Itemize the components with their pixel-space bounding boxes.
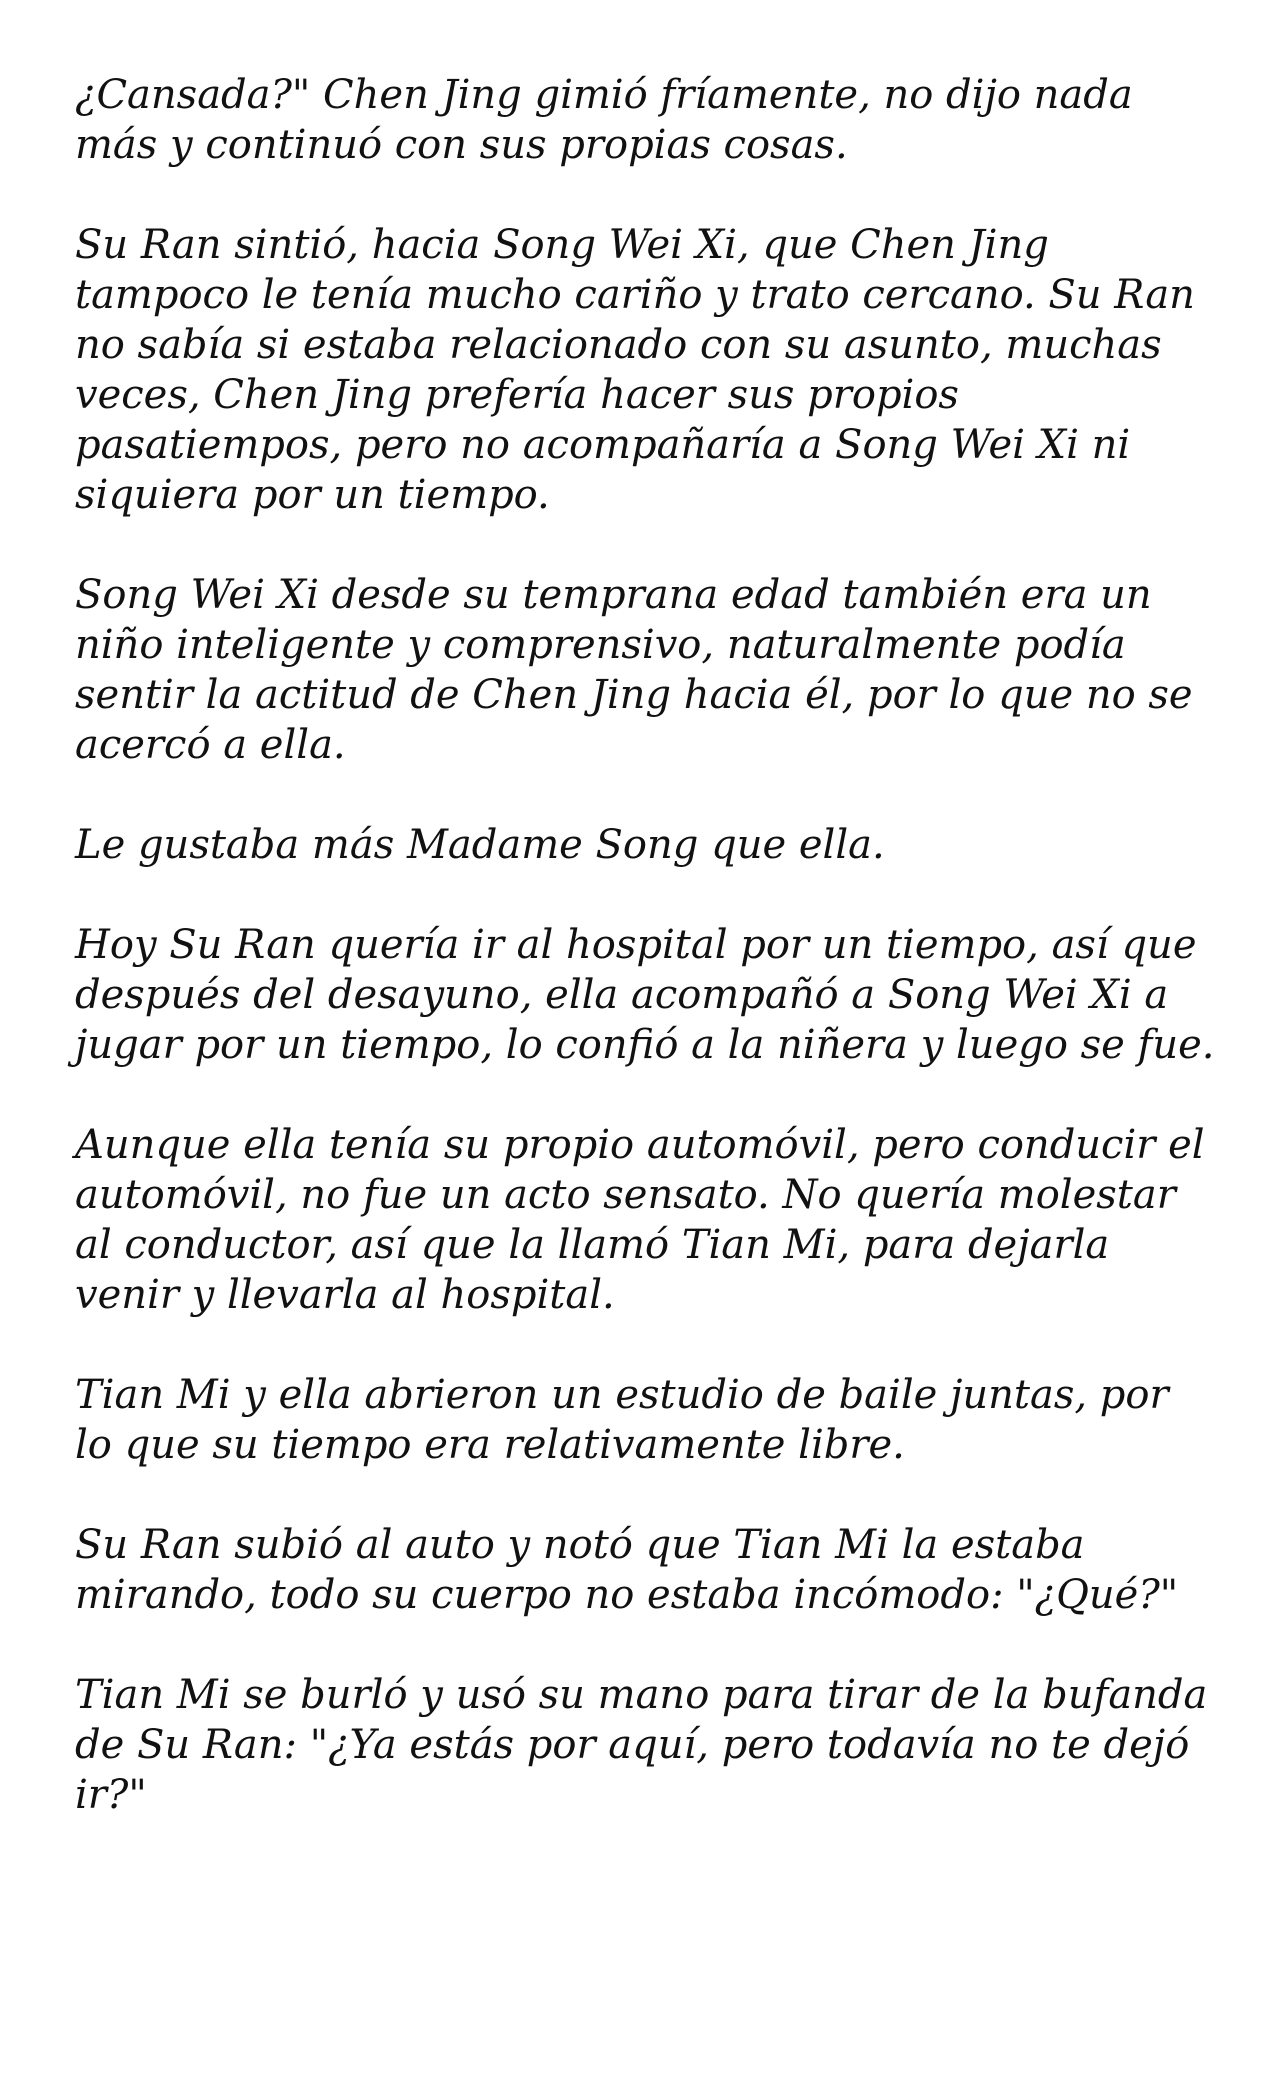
paragraph: Tian Mi y ella abrieron un estudio de baile juntas, por lo que su tiempo era relativamente libre. — [75, 1372, 1169, 1468]
paragraph: Tian Mi se burló y usó su mano para tirar de la bufanda de Su Ran: "¿Ya estás por aquí, pero todavía no te dejó ir?" — [75, 1672, 1208, 1818]
paragraph: ¿Cansada?" Chen Jing gimió fríamente, no dijo nada más y continuó con sus propias cosas. — [75, 72, 1133, 168]
document-page — [75, 70, 1215, 1870]
paragraph: Song Wei Xi desde su temprana edad también era un niño inteligente y comprensivo, naturalmente podía sentir la actitud de Chen Jing hacia él, por lo que no se acercó a ella. — [75, 572, 1193, 768]
paragraph: Aunque ella tenía su propio automóvil, pero conducir el automóvil, no fue un acto sensato. No quería molestar al conductor, así que la llamó Tian Mi, para dejarla venir y llevarla al hospital. — [75, 1122, 1205, 1318]
paragraph: Su Ran sintió, hacia Song Wei Xi, que Chen Jing tampoco le tenía mucho cariño y trato cercano. Su Ran no sabía si estaba relacionado con su asunto, muchas veces, Chen Jing prefería hacer sus propios pasatiempos, pero no acompañaría a Song Wei Xi ni siquiera por un tiempo. — [75, 222, 1195, 518]
paragraph: Le gustaba más Madame Song que ella. — [75, 822, 885, 868]
paragraph: Hoy Su Ran quería ir al hospital por un tiempo, así que después del desayuno, ella acompañó a Song Wei Xi a jugar por un tiempo, lo confió a la niñera y luego se fue. — [75, 922, 1215, 1068]
paragraph: Su Ran subió al auto y notó que Tian Mi la estaba mirando, todo su cuerpo no estaba incómodo: "¿Qué?" — [75, 1522, 1179, 1618]
